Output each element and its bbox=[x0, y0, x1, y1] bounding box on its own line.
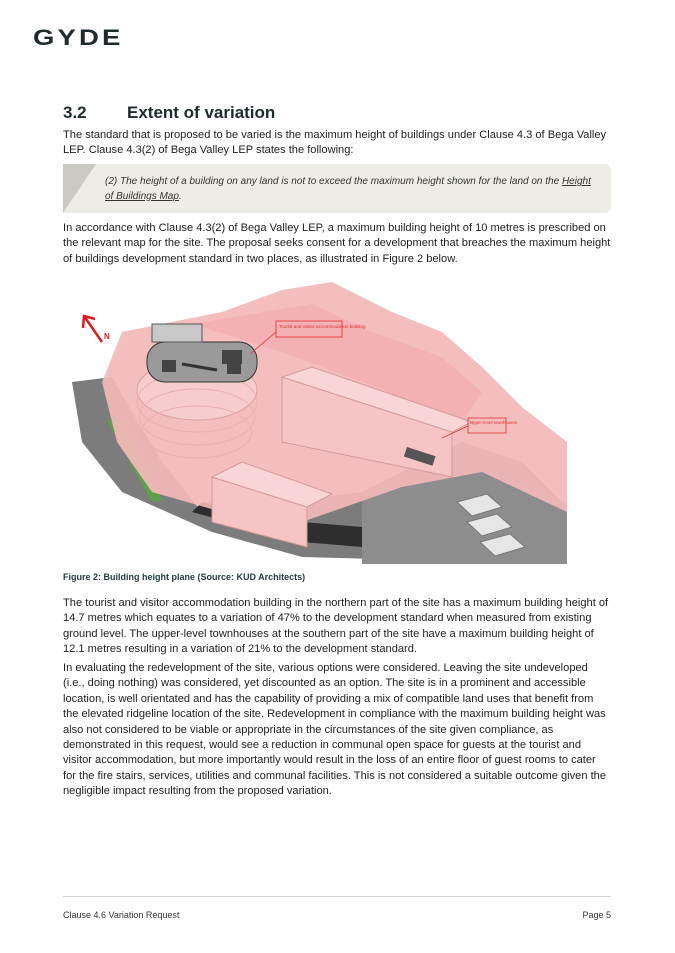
building-height-illustration bbox=[62, 272, 567, 564]
paragraph-variation-details: The tourist and visitor accommodation building in the northern part of the site has a maximum building height of 14.7 metres which equates to a variation of 47% to the development standard when measured from existing ground level. The upper-level townhouses at the southern part of the site have a maximum building height of 12.1 metres resulting in a variation of 21% to the development standard. bbox=[63, 597, 609, 656]
north-label: N bbox=[104, 332, 110, 341]
footer-page-number: Page 5 bbox=[582, 910, 611, 920]
paragraph-options-evaluation: In evaluating the redevelopment of the site, various options were considered. Leaving the site undeveloped (i.e., doing nothing) was considered, yet discounted as an option. The site is in a prominent and accessible location, is well orientated and has the capability of providing a mix of compatible land uses that benefit from the elevated ridgeline location of the site. Redevelopment in compliance with the maximum building height was also not considered to be viable or appropriate in the circumstances of the site given compliance, as demonstrated in this request, would see a reduction in communal open space for guests at the tourist and visitor accommodation, but more importantly would result in the loss of an entire floor of guest rooms to cater for the fire stairs, services, utilities and communal facilities. This is not considered a suitable outcome given the negligible impact resulting from the proposed variation. bbox=[63, 662, 607, 798]
quote-corner-decoration bbox=[63, 164, 96, 213]
section-number: 3.2 bbox=[63, 103, 87, 122]
north-arrow-icon bbox=[83, 316, 102, 342]
intro-paragraph: The standard that is proposed to be varied is the maximum height of buildings under Clause 4.3 of Bega Valley LEP. Clause 4.3(2) of Bega Valley LEP states the following: bbox=[63, 129, 607, 157]
quote-text bbox=[105, 175, 595, 204]
footer-document-title: Clause 4.6 Variation Request bbox=[63, 910, 180, 920]
callout-accommodation-label bbox=[279, 324, 366, 329]
quote-text-main: (2) The height of a building on any land is not to exceed the maximum height shown for the land on the bbox=[105, 176, 562, 187]
callout-accommodation-text: Tourist and visitor accommodation building bbox=[279, 324, 366, 329]
gyde-logo: GYDE bbox=[33, 25, 124, 50]
svg-text:Upper-level townhouses bbox=[470, 420, 518, 425]
section-title: Extent of variation bbox=[127, 103, 276, 122]
quote-text-end: . bbox=[178, 190, 182, 202]
paragraph-map-standard: In accordance with Clause 4.3(2) of Bega Valley LEP, a maximum building height of 10 metres is prescribed on the relevant map for the site. The proposal seeks consent for a development that breaches the maximum height of buildings development standard in two places, as illustrated in Figure 2 below. bbox=[63, 222, 611, 265]
legislation-quote-box bbox=[63, 164, 611, 213]
section-heading bbox=[63, 103, 275, 123]
building-height-plane-figure bbox=[62, 272, 567, 564]
footer-divider bbox=[63, 896, 611, 897]
callout-townhouses-text: Upper-level townhouses bbox=[470, 420, 518, 425]
height-of-buildings-map-link[interactable]: Height of Buildings Map bbox=[105, 176, 591, 202]
figure-caption: Figure 2: Building height plane (Source: KUD Architects) bbox=[63, 572, 306, 582]
